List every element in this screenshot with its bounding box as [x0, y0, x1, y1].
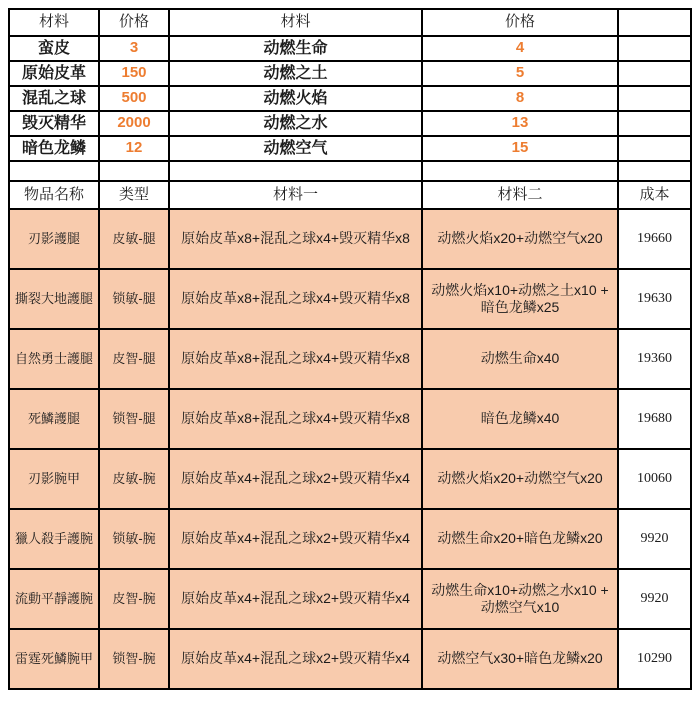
item-cost: 10290	[618, 629, 691, 689]
material-price: 4	[422, 36, 618, 61]
header-item-type: 类型	[99, 181, 169, 209]
material-price: 500	[99, 86, 169, 111]
material-name: 动燃生命	[169, 36, 422, 61]
item-type: 锁敏-腕	[99, 509, 169, 569]
material-price: 8	[422, 86, 618, 111]
material-price: 15	[422, 136, 618, 161]
recipe-row	[9, 329, 691, 389]
material-two: 动燃空气x30+暗色龙鳞x20	[422, 629, 618, 689]
item-cost: 19360	[618, 329, 691, 389]
material-price: 2000	[99, 111, 169, 136]
recipe-row	[9, 209, 691, 269]
item-type: 锁智-腿	[99, 389, 169, 449]
spacer-row	[9, 161, 691, 181]
item-type: 锁智-腕	[99, 629, 169, 689]
material-two: 动燃生命x20+暗色龙鳞x20	[422, 509, 618, 569]
header-material-one: 材料一	[169, 181, 422, 209]
material-one: 原始皮革x4+混乱之球x2+毁灭精华x4	[169, 569, 422, 629]
material-price: 3	[99, 36, 169, 61]
recipe-row	[9, 269, 691, 329]
material-name: 动燃空气	[169, 136, 422, 161]
material-two: 动燃火焰x10+动燃之土x10 + 暗色龙鳞x25	[422, 269, 618, 329]
recipe-table-header-row	[9, 181, 691, 209]
material-name: 动燃火焰	[169, 86, 422, 111]
item-name: 刃影腕甲	[9, 449, 99, 509]
item-name: 死鱗護腿	[9, 389, 99, 449]
item-name: 獵人殺手護腕	[9, 509, 99, 569]
price-row	[9, 61, 691, 86]
item-name: 撕裂大地護腿	[9, 269, 99, 329]
material-name: 动燃之土	[169, 61, 422, 86]
material-name: 毁灭精华	[9, 111, 99, 136]
material-price: 12	[99, 136, 169, 161]
item-type: 皮智-腿	[99, 329, 169, 389]
price-row	[9, 86, 691, 111]
empty-cell	[618, 9, 691, 36]
material-price: 150	[99, 61, 169, 86]
item-name: 流動平靜護腕	[9, 569, 99, 629]
item-cost: 19630	[618, 269, 691, 329]
header-material-two: 材料二	[422, 181, 618, 209]
material-name: 原始皮革	[9, 61, 99, 86]
empty-cell	[618, 161, 691, 181]
header-price-right: 价格	[422, 9, 618, 36]
empty-cell	[422, 161, 618, 181]
item-cost: 10060	[618, 449, 691, 509]
material-one: 原始皮革x4+混乱之球x2+毁灭精华x4	[169, 449, 422, 509]
recipe-row	[9, 509, 691, 569]
header-material-left: 材料	[9, 9, 99, 36]
item-cost: 9920	[618, 509, 691, 569]
price-table-header-row	[9, 9, 691, 36]
empty-cell	[618, 61, 691, 86]
header-price-left: 价格	[99, 9, 169, 36]
empty-cell	[618, 111, 691, 136]
empty-cell	[9, 161, 99, 181]
empty-cell	[618, 86, 691, 111]
material-two: 动燃火焰x20+动燃空气x20	[422, 209, 618, 269]
item-type: 皮智-腕	[99, 569, 169, 629]
recipe-row	[9, 449, 691, 509]
price-row	[9, 36, 691, 61]
item-name: 雷霆死鱗腕甲	[9, 629, 99, 689]
material-price: 13	[422, 111, 618, 136]
material-one: 原始皮革x4+混乱之球x2+毁灭精华x4	[169, 509, 422, 569]
material-two: 动燃生命x10+动燃之水x10 + 动燃空气x10	[422, 569, 618, 629]
material-one: 原始皮革x8+混乱之球x4+毁灭精华x8	[169, 389, 422, 449]
empty-cell	[618, 136, 691, 161]
material-one: 原始皮革x8+混乱之球x4+毁灭精华x8	[169, 209, 422, 269]
item-cost: 19680	[618, 389, 691, 449]
item-name: 刃影護腿	[9, 209, 99, 269]
material-two: 动燃火焰x20+动燃空气x20	[422, 449, 618, 509]
item-type: 皮敏-腿	[99, 209, 169, 269]
empty-cell	[618, 36, 691, 61]
empty-cell	[99, 161, 169, 181]
price-row	[9, 136, 691, 161]
recipe-row	[9, 569, 691, 629]
item-type: 皮敏-腕	[99, 449, 169, 509]
header-item-name: 物品名称	[9, 181, 99, 209]
item-cost: 19660	[618, 209, 691, 269]
header-cost: 成本	[618, 181, 691, 209]
materials-and-recipes-table	[8, 8, 692, 690]
material-name: 蛮皮	[9, 36, 99, 61]
item-type: 锁敏-腿	[99, 269, 169, 329]
header-material-right: 材料	[169, 9, 422, 36]
recipe-row	[9, 389, 691, 449]
price-row	[9, 111, 691, 136]
material-one: 原始皮革x8+混乱之球x4+毁灭精华x8	[169, 329, 422, 389]
material-one: 原始皮革x4+混乱之球x2+毁灭精华x4	[169, 629, 422, 689]
material-two: 动燃生命x40	[422, 329, 618, 389]
material-price: 5	[422, 61, 618, 86]
material-name: 动燃之水	[169, 111, 422, 136]
material-name: 混乱之球	[9, 86, 99, 111]
item-cost: 9920	[618, 569, 691, 629]
recipe-row	[9, 629, 691, 689]
material-name: 暗色龙鳞	[9, 136, 99, 161]
material-two: 暗色龙鳞x40	[422, 389, 618, 449]
empty-cell	[169, 161, 422, 181]
item-name: 自然勇士護腿	[9, 329, 99, 389]
material-one: 原始皮革x8+混乱之球x4+毁灭精华x8	[169, 269, 422, 329]
